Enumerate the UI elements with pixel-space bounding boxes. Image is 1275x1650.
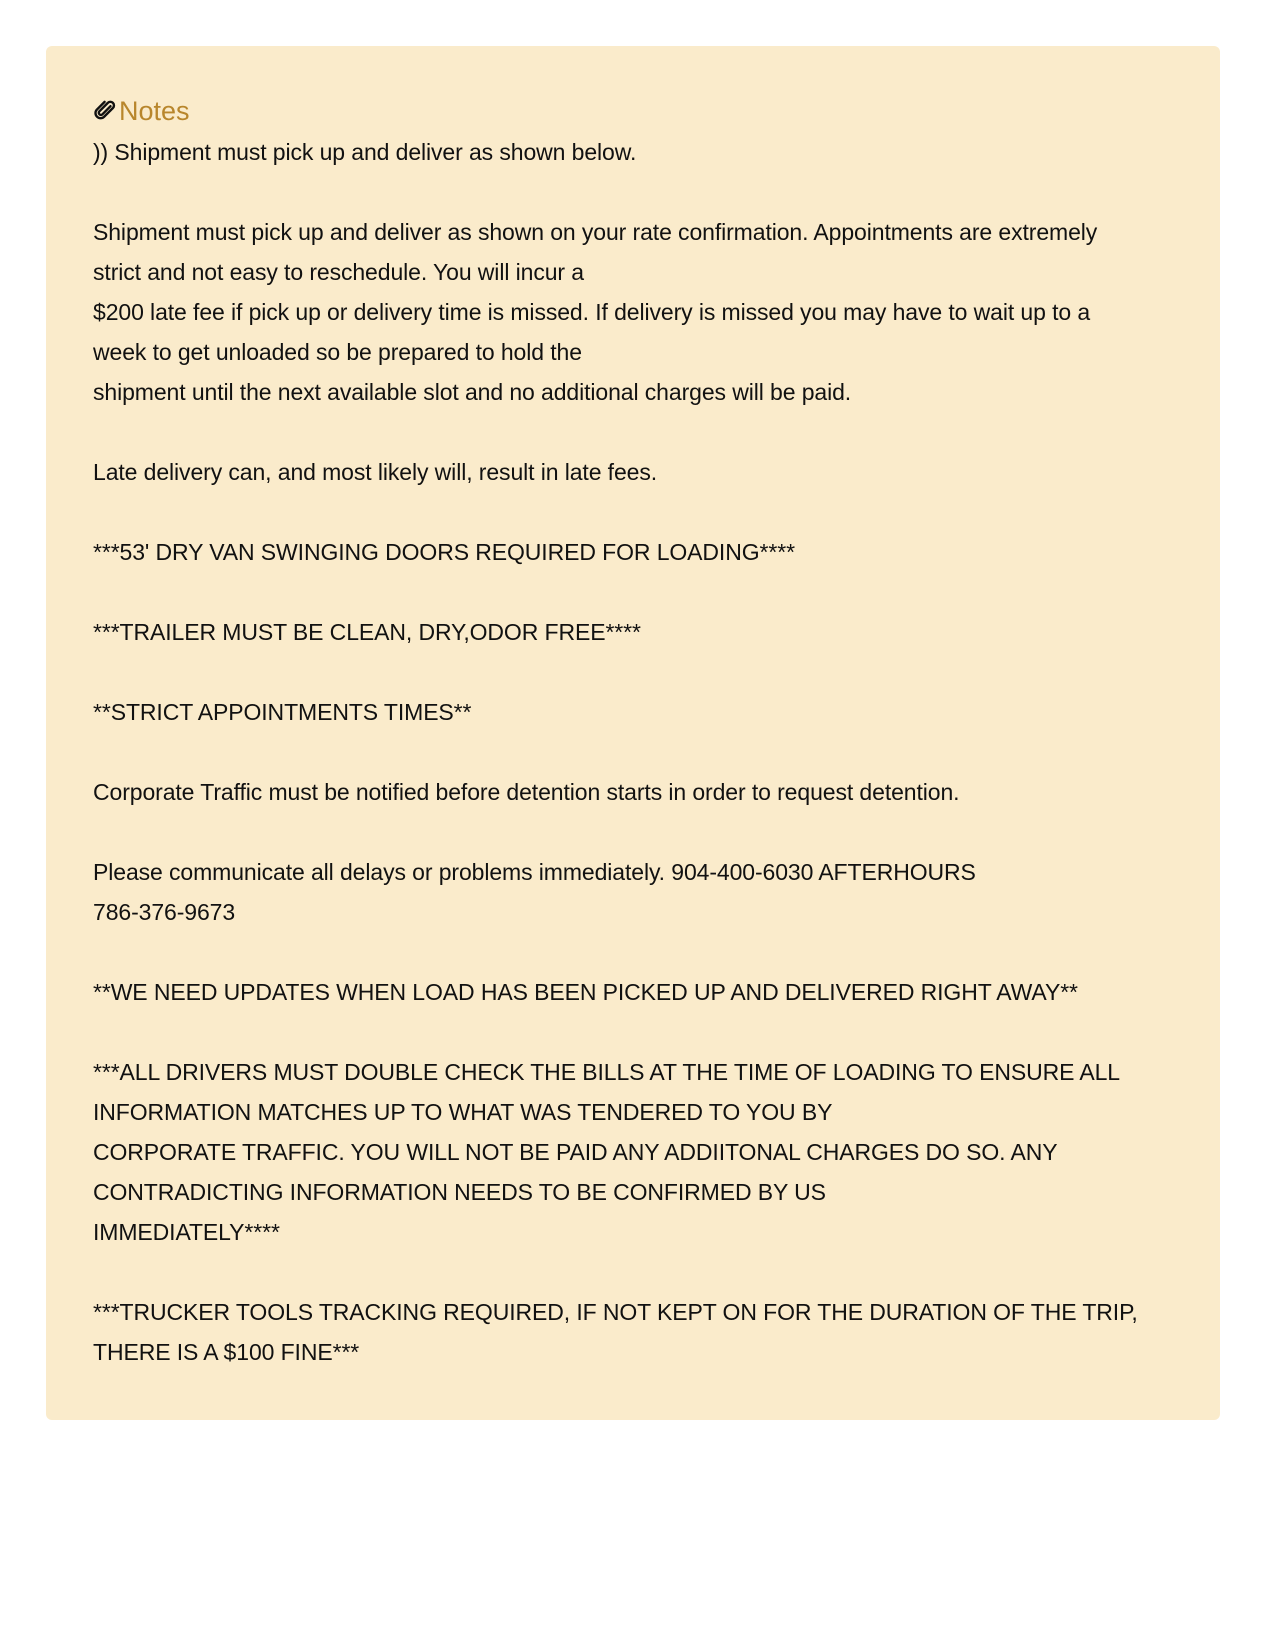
note-line: ***TRAILER MUST BE CLEAN, DRY,ODOR FREE****	[93, 619, 641, 645]
note-line: Corporate Traffic must be notified before detention starts in order to request detention.	[93, 779, 960, 805]
note-line: Late delivery can, and most likely will, result in late fees.	[93, 459, 658, 485]
notes-title: Notes	[119, 96, 190, 126]
notes-panel	[46, 46, 1220, 1420]
paperclip-icon	[93, 99, 117, 123]
note-line: 786-376-9673	[93, 899, 236, 925]
blank-line	[93, 572, 1174, 612]
blank-line	[93, 652, 1174, 692]
note-line: shipment until the next available slot and no additional charges will be paid.	[93, 379, 852, 405]
note-line: ***TRUCKER TOOLS TRACKING REQUIRED, IF NOT KEPT ON FOR THE DURATION OF THE TRIP,	[93, 1299, 1138, 1325]
blank-line	[93, 412, 1174, 452]
blank-line	[93, 932, 1174, 972]
note-line: INFORMATION MATCHES UP TO WHAT WAS TENDERED TO YOU BY	[93, 1099, 833, 1125]
blank-line	[93, 492, 1174, 532]
note-line: )) Shipment must pick up and deliver as shown below.	[93, 139, 637, 165]
blank-line	[93, 732, 1174, 772]
blank-line	[93, 1252, 1174, 1292]
note-line: **WE NEED UPDATES WHEN LOAD HAS BEEN PICKED UP AND DELIVERED RIGHT AWAY**	[93, 979, 1078, 1005]
note-line: Shipment must pick up and deliver as shown on your rate confirmation. Appointments are extremely	[93, 219, 1098, 245]
blank-line	[93, 1012, 1174, 1052]
note-line: Please communicate all delays or problems immediately. 904-400-6030 AFTERHOURS	[93, 859, 976, 885]
note-line: ***53' DRY VAN SWINGING DOORS REQUIRED FOR LOADING****	[93, 539, 795, 565]
note-line: week to get unloaded so be prepared to hold the	[93, 339, 582, 365]
blank-line	[93, 812, 1174, 852]
note-line: IMMEDIATELY****	[93, 1219, 280, 1245]
note-line: strict and not easy to reschedule. You will incur a	[93, 259, 584, 285]
note-line: CONTRADICTING INFORMATION NEEDS TO BE CONFIRMED BY US	[93, 1179, 826, 1205]
note-line: CORPORATE TRAFFIC. YOU WILL NOT BE PAID ANY ADDIITONAL CHARGES DO SO. ANY	[93, 1139, 1058, 1165]
note-line: **STRICT APPOINTMENTS TIMES**	[93, 699, 472, 725]
notes-header	[93, 94, 1174, 128]
blank-line	[93, 172, 1174, 212]
notes-body	[93, 132, 1174, 1372]
note-line: ***ALL DRIVERS MUST DOUBLE CHECK THE BILLS AT THE TIME OF LOADING TO ENSURE ALL	[93, 1059, 1120, 1085]
note-line: $200 late fee if pick up or delivery time is missed. If delivery is missed you may have to wait up to a	[93, 299, 1091, 325]
note-line: THERE IS A $100 FINE***	[93, 1339, 360, 1365]
